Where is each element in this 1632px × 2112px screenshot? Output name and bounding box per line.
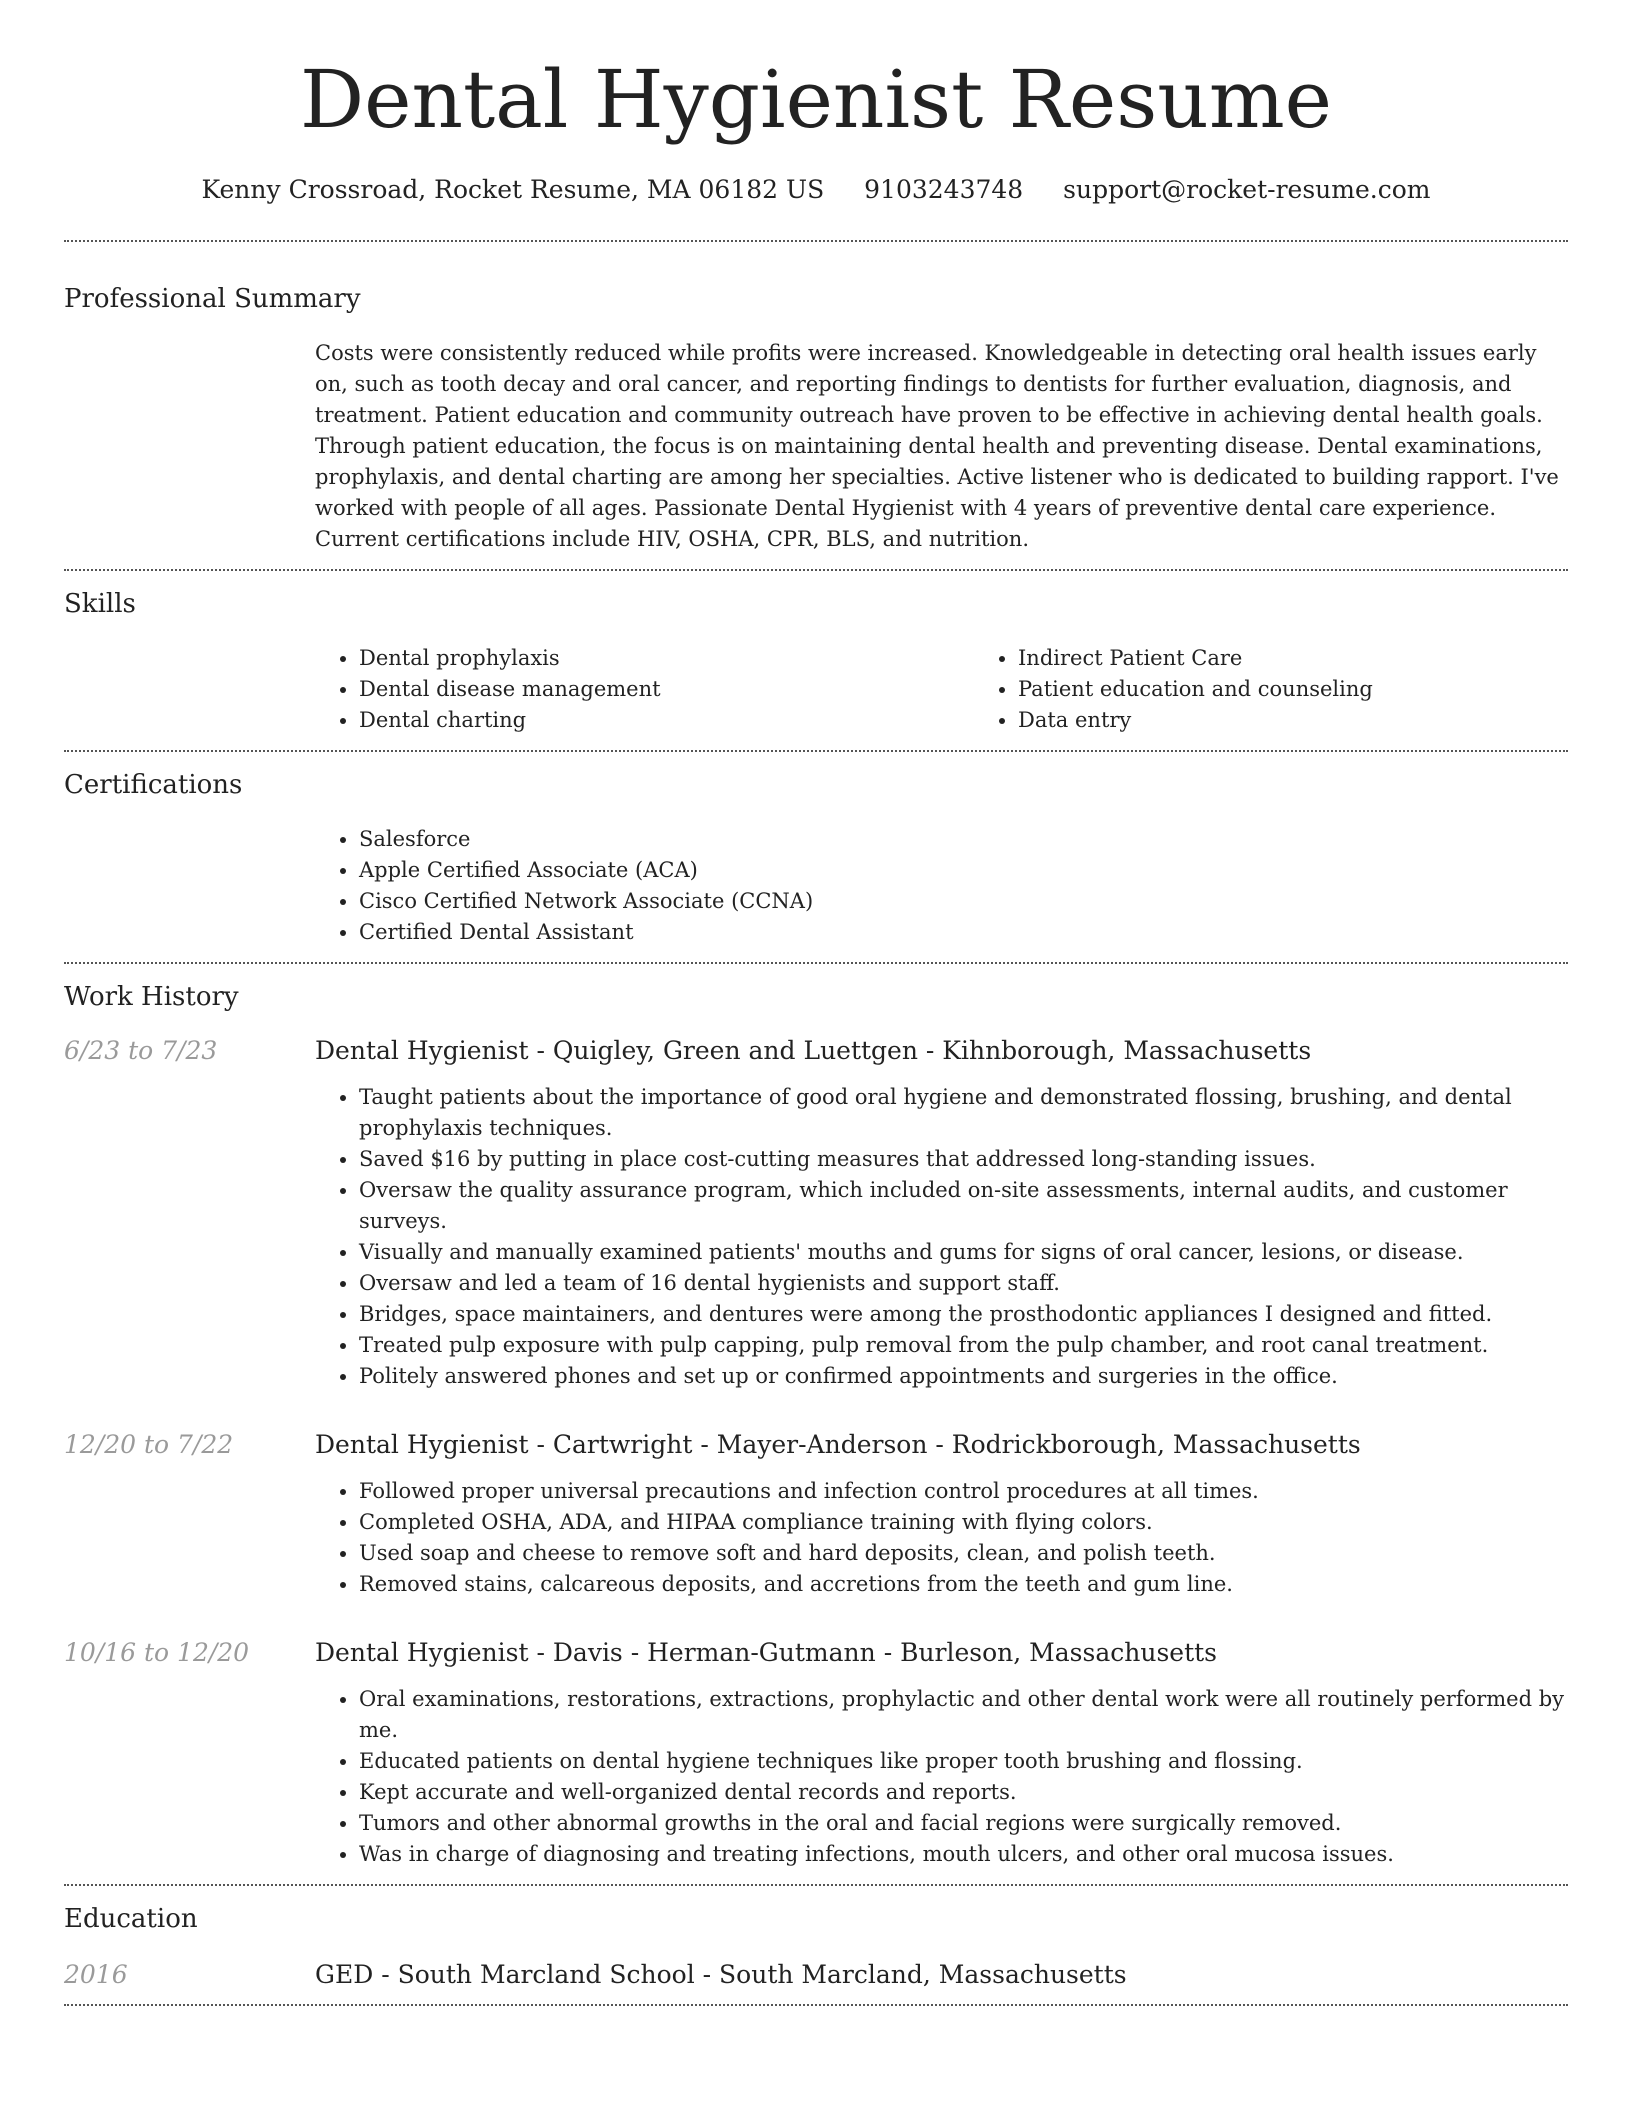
education-heading: Education: [64, 1904, 198, 1934]
summary-section: [64, 242, 1568, 569]
skills-list-left: [315, 643, 974, 736]
skill-item: • Data entry: [1018, 705, 1632, 736]
job-title: Dental Hygienist - Quigley, Green and Luettgen - Kihnborough, Massachusetts: [315, 1036, 1312, 1065]
job-entry: [64, 1636, 1568, 1884]
skills-grid: [315, 643, 1632, 736]
page-title: Dental Hygienist Resume: [299, 53, 1333, 146]
job-entry: [64, 1034, 1568, 1414]
certification-item: • Salesforce: [359, 824, 1568, 855]
education-entry: [64, 1958, 1568, 2004]
job-bullets: [315, 1684, 1568, 1870]
skills-section: [64, 571, 1568, 750]
job-bullet: • Politely answered phones and set up or confirmed appointments and surgeries in the office.: [359, 1361, 1568, 1392]
work-history-section: [64, 964, 1568, 1884]
certification-item: • Cisco Certified Network Associate (CCNA): [359, 886, 1568, 917]
job-bullets: [315, 1476, 1568, 1600]
skill-item: • Indirect Patient Care: [1018, 643, 1632, 674]
job-bullet: • Removed stains, calcareous deposits, and accretions from the teeth and gum line.: [359, 1569, 1568, 1600]
skill-item: • Dental disease management: [359, 674, 974, 705]
job-dates: 6/23 to 7/23: [64, 1036, 218, 1065]
skill-item: • Dental charting: [359, 705, 974, 736]
certifications-section: [64, 752, 1568, 962]
job-bullet: • Kept accurate and well-organized dental records and reports.: [359, 1777, 1568, 1808]
job-bullet: • Oversaw the quality assurance program, which included on-site assessments, internal audits, and customer surveys.: [359, 1175, 1568, 1237]
contact-line: [64, 172, 1568, 208]
job-bullet: • Used soap and cheese to remove soft and hard deposits, clean, and polish teeth.: [359, 1538, 1568, 1569]
education-section: [64, 1886, 1568, 2004]
job-bullet: • Taught patients about the importance of good oral hygiene and demonstrated flossing, brushing, and dental prophylaxis techniques.: [359, 1082, 1568, 1144]
job-bullet: • Completed OSHA, ADA, and HIPAA compliance training with flying colors.: [359, 1507, 1568, 1538]
job-bullet: • Followed proper universal precautions and infection control procedures at all times.: [359, 1476, 1568, 1507]
job-dates: 10/16 to 12/20: [64, 1638, 250, 1667]
job-bullet: • Oversaw and led a team of 16 dental hygienists and support staff.: [359, 1268, 1568, 1299]
certification-item: • Certified Dental Assistant: [359, 917, 1568, 948]
job-bullet: • Visually and manually examined patients' mouths and gums for signs of oral cancer, lesions, or disease.: [359, 1237, 1568, 1268]
job-bullet: • Oral examinations, restorations, extractions, prophylactic and other dental work were all routinely performed by me.: [359, 1684, 1568, 1746]
skill-item: • Dental prophylaxis: [359, 643, 974, 674]
job-bullet: • Was in charge of diagnosing and treating infections, mouth ulcers, and other oral mucosa issues.: [359, 1839, 1568, 1870]
job-title: Dental Hygienist - Davis - Herman-Gutmann - Burleson, Massachusetts: [315, 1638, 1217, 1667]
certifications-heading: Certifications: [64, 770, 243, 800]
section-divider: [64, 2004, 1568, 2006]
job-entry: [64, 1428, 1568, 1622]
job-bullets: [315, 1082, 1568, 1392]
skills-heading: Skills: [64, 589, 136, 619]
certification-item: • Apple Certified Associate (ACA): [359, 855, 1568, 886]
contact-address: Kenny Crossroad, Rocket Resume, MA 06182 US: [201, 175, 825, 204]
education-year: 2016: [64, 1960, 128, 1989]
summary-text: Costs were consistently reduced while profits were increased. Knowledgeable in detecting oral health issues early on, such as tooth decay and oral cancer, and reporting findings to dentists for further evaluation, diagnosis, and treatment. Patient education and community outreach have proven to be effective in achieving dental health goals. Through patient education, the focus is on maintaining dental health and preventing disease. Dental examinations, prophylaxis, and dental charting are among her specialties. Active listener who is dedicated to building rapport. I've worked with people of all ages. Passionate Dental Hygienist with 4 years of preventive dental care experience. Current certifications include HIV, OSHA, CPR, BLS, and nutrition.: [315, 341, 1559, 551]
skill-item: • Patient education and counseling: [1018, 674, 1632, 705]
job-bullet: • Treated pulp exposure with pulp capping, pulp removal from the pulp chamber, and root canal treatment.: [359, 1330, 1568, 1361]
certifications-list: [315, 824, 1568, 948]
job-dates: 12/20 to 7/22: [64, 1430, 234, 1459]
education-degree: GED - South Marcland School - South Marcland, Massachusetts: [315, 1960, 1127, 1989]
contact-phone: 9103243748: [864, 175, 1024, 204]
summary-heading: Professional Summary: [64, 284, 361, 314]
job-bullet: • Bridges, space maintainers, and dentures were among the prosthodontic appliances I designed and fitted.: [359, 1299, 1568, 1330]
contact-email: support@rocket-resume.com: [1063, 175, 1431, 204]
work-history-heading: Work History: [64, 982, 239, 1012]
job-bullet: • Tumors and other abnormal growths in the oral and facial regions were surgically removed.: [359, 1808, 1568, 1839]
job-bullet: • Educated patients on dental hygiene techniques like proper tooth brushing and flossing.: [359, 1746, 1568, 1777]
skills-list-right: [974, 643, 1632, 736]
job-bullet: • Saved $16 by putting in place cost-cutting measures that addressed long-standing issues.: [359, 1144, 1568, 1175]
job-title: Dental Hygienist - Cartwright - Mayer-Anderson - Rodrickborough, Massachusetts: [315, 1430, 1361, 1459]
